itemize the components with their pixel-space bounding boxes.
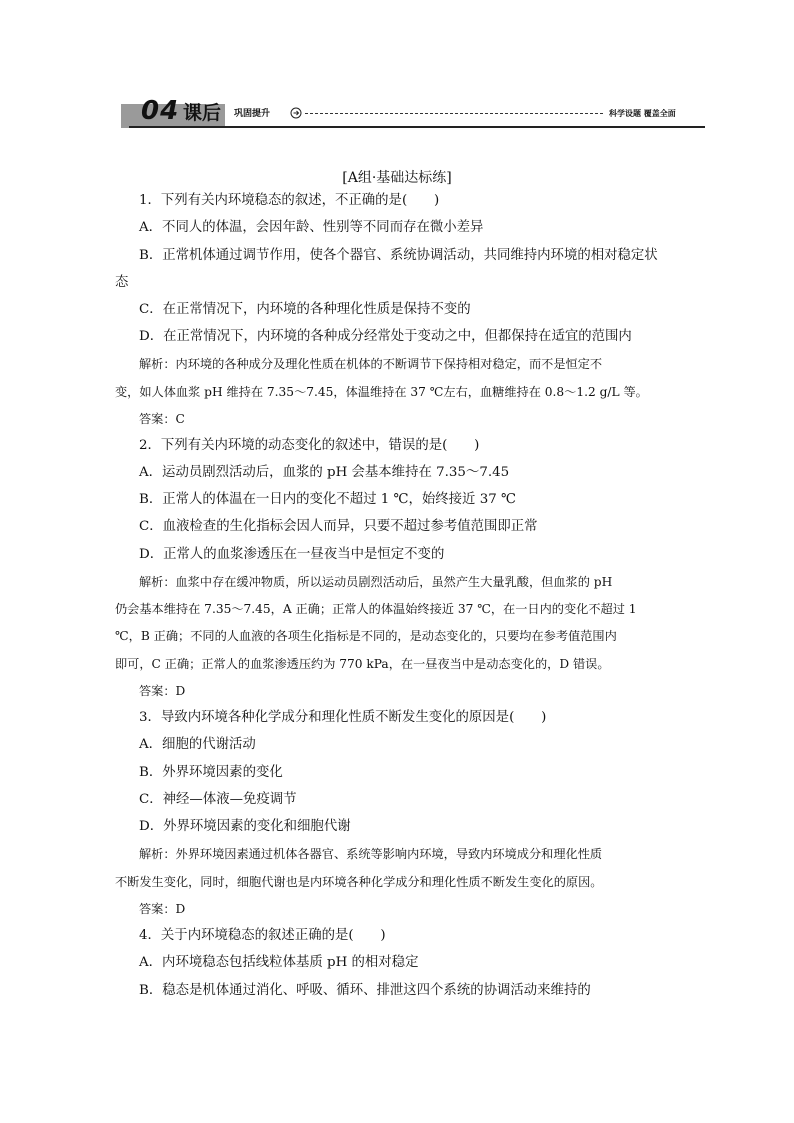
question-1-option-b: B．正常机体通过调节作用，使各个器官、系统协调活动，共同维持内环境的相对稳定状 — [139, 248, 658, 263]
question-4-stem: 4．关于内环境稳态的叙述正确的是( ) — [139, 928, 386, 943]
question-2-explanation-cont-3: 即可，C 正确；正常人的血浆渗透压约为 770 kPa，在一昼夜当中是动态变化的，D 错误。 — [115, 657, 610, 671]
circled-arrow-icon — [290, 107, 302, 119]
question-2-stem: 2．下列有关内环境的动态变化的叙述中，错误的是( ) — [139, 438, 480, 453]
question-3-answer: 答案：D — [139, 902, 186, 916]
question-2-option-a: A．运动员剧烈活动后，血浆的 pH 会基本维持在 7.35～7.45 — [139, 465, 510, 480]
question-4-option-a: A．内环境稳态包括线粒体基质 pH 的相对稳定 — [139, 955, 419, 970]
section-banner — [115, 96, 705, 130]
question-3-option-c: C．神经—体液—免疫调节 — [139, 792, 297, 807]
question-3-explanation-cont: 不断发生变化，同时，细胞代谢也是内环境各种化学成分和理化性质不断发生变化的原因。 — [115, 875, 603, 889]
question-2-explanation-cont-2: ℃，B 正确；不同的人血液的各项生化指标是不同的，是动态变化的，只要均在参考值范围内 — [115, 629, 617, 643]
question-4-option-b: B．稳态是机体通过消化、呼吸、循环、排泄这四个系统的协调活动来维持的 — [139, 983, 591, 998]
question-3-explanation: 解析：外界环境因素通过机体各器官、系统等影响内环境，导致内环境成分和理化性质 — [139, 847, 603, 861]
question-1-explanation: 解析：内环境的各种成分及理化性质在机体的不断调节下保持相对稳定，而不是恒定不 — [139, 357, 603, 371]
banner-subtitle: 巩固提升 — [234, 109, 271, 119]
banner-underline — [129, 126, 705, 128]
question-1-answer: 答案：C — [139, 412, 185, 426]
banner-number: 04 — [141, 96, 180, 126]
question-2-answer: 答案：D — [139, 684, 186, 698]
question-1-option-b-cont: 态 — [115, 275, 129, 290]
question-3-option-b: B．外界环境因素的变化 — [139, 765, 283, 780]
question-2-option-c: C．血液检查的生化指标会因人而异，只要不超过参考值范围即正常 — [139, 519, 538, 534]
question-1-option-c: C．在正常情况下，内环境的各种理化性质是保持不变的 — [139, 302, 471, 317]
question-3-option-d: D．外界环境因素的变化和细胞代谢 — [139, 819, 351, 834]
banner-dashed-line — [305, 113, 603, 114]
question-3-stem: 3．导致内环境各种化学成分和理化性质不断发生变化的原因是( ) — [139, 710, 547, 725]
question-1-option-d: D．在正常情况下，内环境的各种成分经常处于变动之中，但都保持在适宜的范围内 — [139, 329, 632, 344]
question-3-option-a: A．细胞的代谢活动 — [139, 737, 256, 752]
question-2-option-b: B．正常人的体温在一日内的变化不超过 1 ℃，始终接近 37 ℃ — [139, 492, 516, 507]
question-2-explanation-cont-1: 仍会基本维持在 7.35～7.45，A 正确；正常人的体温始终接近 37 ℃，在一日内的变化不超过 1 — [115, 602, 637, 616]
question-1-explanation-cont: 变，如人体血浆 pH 维持在 7.35～7.45，体温维持在 37 ℃左右，血糖维持在 0.8～1.2 g/L 等。 — [115, 385, 648, 399]
question-1-stem: 1．下列有关内环境稳态的叙述，不正确的是( ) — [139, 193, 440, 208]
banner-right-text: 科学设题 覆盖全面 — [609, 109, 676, 118]
question-2-option-d: D．正常人的血浆渗透压在一昼夜当中是恒定不变的 — [139, 547, 445, 562]
question-1-option-a: A．不同人的体温，会因年龄、性别等不同而存在微小差异 — [139, 220, 484, 235]
banner-title: 课后 — [183, 102, 222, 124]
question-2-explanation: 解析：血浆中存在缓冲物质，所以运动员剧烈活动后，虽然产生大量乳酸，但血浆的 pH — [139, 575, 613, 589]
section-title: [A组·基础达标练] — [342, 170, 452, 186]
